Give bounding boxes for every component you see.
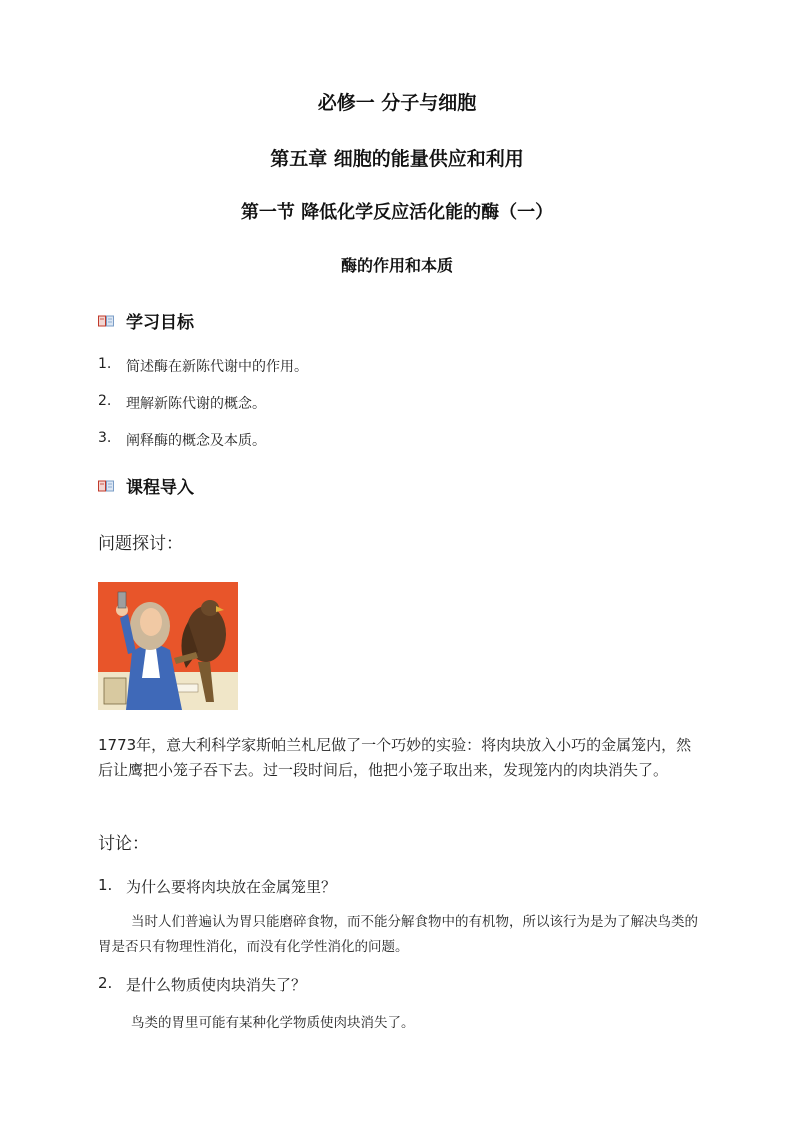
goal-number: 3. [98, 430, 112, 446]
question-number: 1. [98, 876, 113, 894]
goal-number: 2. [98, 393, 112, 409]
section-title: 第一节 降低化学反应活化能的酶（一） [240, 202, 554, 223]
goal-text: 简述酶在新陈代谢中的作用。 [126, 359, 308, 375]
goal-item [98, 430, 266, 450]
goal-text: 阐释酶的概念及本质。 [126, 433, 266, 449]
goals-heading-text: 学习目标 [126, 313, 194, 333]
intro-heading [98, 473, 194, 498]
scientist-eagle-illustration [98, 582, 238, 710]
goal-item [98, 356, 308, 376]
discussion-answer: 鸟类的胃里可能有某种化学物质使肉块消失了。 [131, 1015, 415, 1031]
chapter-title: 第五章 细胞的能量供应和利用 [270, 148, 524, 170]
discussion-question [98, 974, 306, 995]
discussion-answer: 当时人们普遍认为胃只能磨碎食物，而不能分解食物中的有机物，所以该行为是为了解决鸟类的胃是否只有物理性消化，而没有化学性消化的问题。 [98, 914, 698, 955]
module-title: 必修一 分子与细胞 [317, 92, 477, 114]
question-number: 2. [98, 974, 113, 992]
goal-text: 理解新陈代谢的概念。 [126, 396, 266, 412]
question-label: 问题探讨： [98, 534, 183, 554]
topic-title: 酶的作用和本质 [340, 256, 453, 275]
intro-heading-text: 课程导入 [126, 478, 194, 498]
discussion-label: 讨论： [98, 834, 149, 854]
goals-heading [98, 308, 194, 333]
question-text: 是什么物质使肉块消失了？ [126, 976, 307, 994]
goal-number: 1. [98, 356, 112, 372]
discussion-question [98, 876, 336, 897]
goal-item [98, 393, 266, 413]
story-paragraph: 1773年，意大利科学家斯帕兰札尼做了一个巧妙的实验：将肉块放入小巧的金属笼内，然后让鹰把小笼子吞下去。过一段时间后，他把小笼子取出来，发现笼内的肉块消失了。 [98, 736, 692, 779]
question-text: 为什么要将肉块放在金属笼里？ [126, 878, 337, 896]
book-icon [98, 315, 114, 327]
book-icon [98, 480, 114, 492]
